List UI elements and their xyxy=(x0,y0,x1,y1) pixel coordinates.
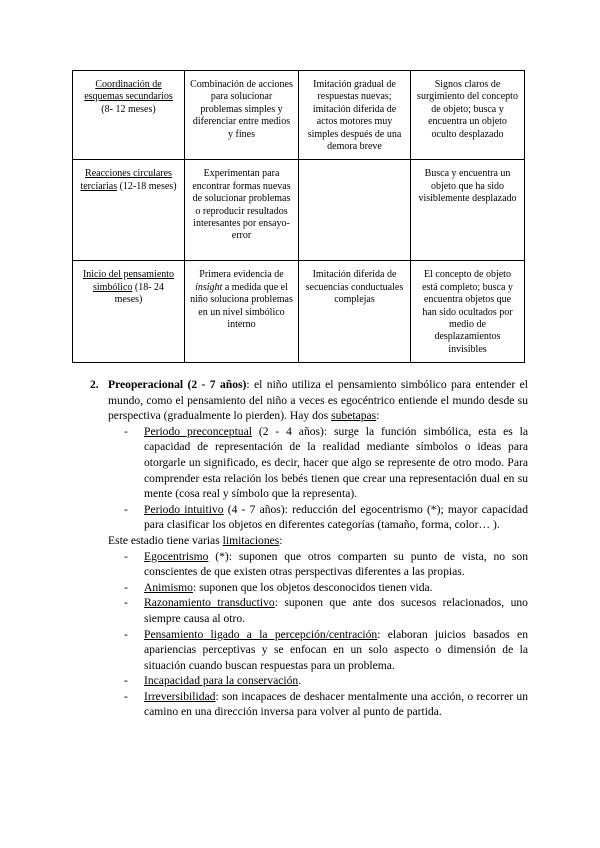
list-item xyxy=(124,595,528,626)
stages-table xyxy=(72,70,525,363)
limitacion-text: : son incapaces de deshacer mentalmente una acción, o recorrer un camino en una dirección inversa para volver al punto de partida. xyxy=(144,689,528,719)
section-intro xyxy=(90,377,528,424)
stage-cell xyxy=(73,261,185,363)
dash-bullet: - xyxy=(124,596,128,610)
object-concept-cell: Signos claros de surgimiento del concepto de objeto; busca y encuentra un objeto oculto desplazado xyxy=(411,71,525,160)
limitacion-term: Pensamiento ligado a la percepción/centración xyxy=(144,627,378,641)
dash-bullet: - xyxy=(124,502,128,516)
limitacion-text: : elaboran juicios basados en apariencias perceptivas y se enfocan en un solo aspecto o dimensión de la situación cuando buscan respuestas para un problema. xyxy=(144,627,528,672)
table-row xyxy=(73,160,525,261)
dash-bullet: - xyxy=(124,689,128,703)
limitacion-term: Incapacidad para la conservación xyxy=(144,674,299,688)
limitaciones-intro xyxy=(108,533,528,549)
subetapa-term: Periodo preconceptual xyxy=(144,424,252,438)
behavior-cell xyxy=(185,261,299,363)
list-item xyxy=(124,502,528,533)
dash-bullet: - xyxy=(124,549,128,563)
limitacion-term: Irreversibilidad xyxy=(144,689,216,703)
limitacion-text: : suponen que ante dos sucesos relacionados, uno siempre causa al otro. xyxy=(144,596,528,625)
table-row xyxy=(73,71,525,160)
subetapas-term: subetapas xyxy=(331,409,377,423)
imitation-cell xyxy=(299,160,411,261)
dash-bullet: - xyxy=(124,674,128,688)
stage-cell xyxy=(73,160,185,261)
behavior-cell: Experimentan para encontrar formas nuevas de solucionar problemas o reproducir resultados interesantes por ensayo-error xyxy=(185,160,299,261)
dash-bullet: - xyxy=(124,627,128,641)
behavior-cell: Combinación de acciones para solucionar problemas simples y diferenciar entre medios y fines xyxy=(185,71,299,160)
behavior-text-pre: Primera evidencia de xyxy=(199,269,284,281)
section-number: 2. xyxy=(90,378,99,391)
limitacion-text: . xyxy=(298,674,302,688)
subetapa-text: (2 - 4 años): surge la función simbólica, esta es la capacidad de representación de la realidad mediante símbolos o ideas para otorgarle un significado, es decir, hacer que algo se represente de otro modo. Para comprender esta relación los bebés tienen que crear una representación dual en su mente (cosa real y símbolo que la representa). xyxy=(144,424,528,501)
list-item xyxy=(124,627,528,674)
subetapas-list xyxy=(90,424,528,533)
imitation-cell: Imitación diferida de secuencias conductuales complejas xyxy=(299,261,411,363)
dash-bullet: - xyxy=(124,424,128,438)
stage-name: Inicio del pensamiento simbólico xyxy=(82,269,175,293)
section-title: Preoperacional (2 - 7 años) xyxy=(108,378,247,391)
limitacion-term: Animismo xyxy=(144,580,193,594)
stage-age: (18- 24 meses) xyxy=(114,281,165,306)
list-item xyxy=(124,549,528,580)
behavior-text-post: a medida que el niño soluciona problemas en un nivel simbólico interno xyxy=(190,281,293,331)
limitacion-text: (*): suponen que otros comparten su punto de vista, no son conscientes de que existen otras perspectivas diferentes a las propias. xyxy=(144,549,528,579)
subetapa-text: (4 - 7 años): reducción del egocentrismo (*); mayor capacidad para clasificar los objetos en diferentes categorías (tamaño, forma, color… ). xyxy=(144,502,528,532)
list-item xyxy=(124,673,528,689)
limits-intro-text: Este estadio tiene varias xyxy=(108,533,220,547)
subetapa-term: Periodo intuitivo xyxy=(144,502,224,516)
stage-age: (12-18 meses) xyxy=(119,180,177,192)
object-concept-cell: El concepto de objeto está completo; busca y encuentra objetos que han sido ocultados por medio de desplazamientos invisibles xyxy=(411,261,525,363)
dash-bullet: - xyxy=(124,580,128,594)
limitacion-term: Egocentrismo xyxy=(144,549,209,563)
intro-colon: : xyxy=(376,409,380,423)
stage-name: Coordinación de esquemas secundarios xyxy=(84,79,173,103)
object-concept-cell: Busca y encuentra un objeto que ha sido visiblemente desplazado xyxy=(411,160,525,261)
limitacion-term: Razonamiento transductivo xyxy=(144,596,275,610)
stage-age: (8- 12 meses) xyxy=(101,103,156,115)
insight-term: insight xyxy=(195,281,223,293)
limits-colon: : xyxy=(279,533,283,547)
list-item xyxy=(124,689,528,720)
limitaciones-list xyxy=(90,549,528,721)
limitaciones-term: limitaciones xyxy=(222,533,280,547)
stage-name: Reacciones circulares terciarias xyxy=(80,168,172,192)
limitacion-text: : suponen que los objetos desconocidos tienen vida. xyxy=(192,580,433,594)
table-row xyxy=(73,261,525,363)
imitation-cell: Imitación gradual de respuestas nuevas; imitación diferida de actos motores muy simples después de una demora breve xyxy=(299,71,411,160)
list-item xyxy=(124,424,528,502)
section-intro-text: : el niño utiliza el pensamiento simbólico para entender el mundo, como el pensamiento del niño a veces es egocéntrico entiende el mundo desde su perspectiva (gradualmente lo pierden). Hay dos xyxy=(108,378,529,423)
stage-cell xyxy=(73,71,185,160)
section-preoperacional xyxy=(90,377,528,720)
list-item xyxy=(124,580,528,596)
